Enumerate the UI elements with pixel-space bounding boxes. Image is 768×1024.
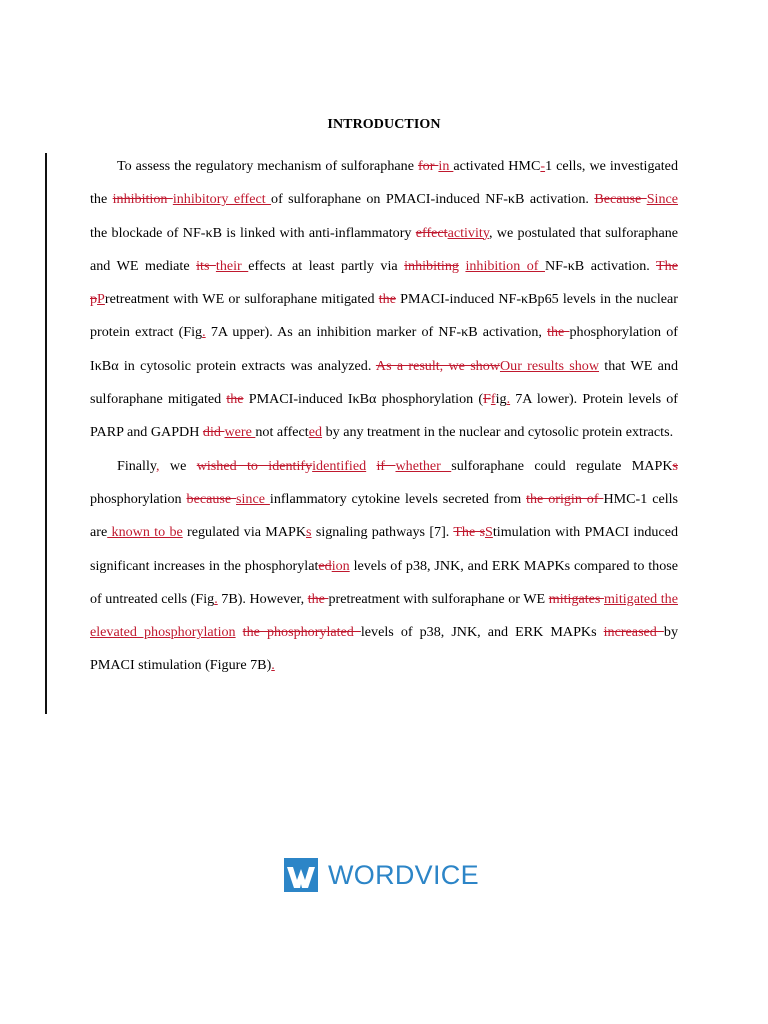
inserted-text: . <box>506 391 511 408</box>
wordvice-logo <box>284 858 479 892</box>
body-text: PMACI-induced NF-κBp65 levels in the nuclear protein extract (Fig <box>90 291 679 341</box>
deleted-text: The s <box>453 524 486 541</box>
inserted-text: in <box>438 158 454 174</box>
body-text: that WE and sulforaphane mitigated <box>90 357 678 408</box>
inserted-text: , <box>156 457 160 474</box>
body-text: signaling pathways [7]. <box>311 524 454 541</box>
body-text: 1 cells, we investigated the <box>90 158 678 208</box>
inserted-text: mitigated the elevated phosphorylation <box>90 590 678 641</box>
body-text: Finally <box>117 457 157 474</box>
inserted-text: identified <box>312 457 367 474</box>
deleted-text: the <box>307 590 329 607</box>
deleted-text: inhibition <box>112 191 173 208</box>
body-text: by any treatment in the nuclear and cytosolic protein extracts. <box>322 424 674 441</box>
inserted-text: . <box>202 324 206 341</box>
section-heading: INTRODUCTION <box>327 117 441 132</box>
deleted-text: the <box>547 324 570 341</box>
body-text: inflammatory cytokine levels secreted from <box>269 490 527 507</box>
inserted-text: ed <box>308 424 323 441</box>
deleted-text: ed <box>318 557 332 574</box>
body-text: 7A lower). Protein levels of PARP and GAPDH <box>90 391 678 441</box>
body-text: pretreatment with sulforaphane or WE <box>328 590 549 607</box>
inserted-text: inhibitory effect <box>172 191 272 208</box>
body-text: of sulforaphane on PMACI-induced NF-κB activation. <box>271 191 595 208</box>
inserted-text: P <box>97 291 105 308</box>
body-text: regulated via MAPK <box>182 524 307 541</box>
deleted-text: Because <box>594 191 647 208</box>
inserted-text: were <box>224 424 256 441</box>
body-text: not affect <box>255 424 309 441</box>
deleted-text: its <box>196 257 216 274</box>
body-text: phosphorylation <box>90 490 187 507</box>
inserted-text: f <box>490 391 496 408</box>
deleted-text: because <box>186 490 237 507</box>
wordvice-w-logo-icon <box>284 858 318 892</box>
inserted-text: whether <box>395 457 452 474</box>
inserted-text: known to be <box>107 524 183 541</box>
deleted-text: the <box>226 391 244 408</box>
paragraph <box>90 450 678 683</box>
body-text: To assess the regulatory mechanism of sulforaphane <box>117 158 418 174</box>
deleted-text: mitigates <box>548 590 604 607</box>
inserted-text: since <box>236 490 270 507</box>
paragraph <box>90 150 678 450</box>
body-text: levels of p38, JNK, and ERK MAPKs compared to those of untreated cells (Fig <box>90 557 678 607</box>
deleted-text: for <box>417 158 439 174</box>
body-text: by PMACI stimulation (Figure 7B) <box>90 624 678 674</box>
body-text: retreatment with WE or sulforaphane mitigated <box>104 291 379 308</box>
body-text: levels of p38, JNK, and ERK MAPKs <box>360 624 604 641</box>
body-text: we <box>159 457 197 474</box>
deleted-text: The p <box>90 257 678 308</box>
body-text: PMACI-induced IκBα phosphorylation ( <box>243 391 484 408</box>
deleted-text: As a result, we show <box>375 357 500 374</box>
body-text: NF-κB activation. <box>545 257 657 274</box>
inserted-text: Our results show <box>499 357 600 374</box>
logo-text: WORDVICE <box>328 860 479 890</box>
inserted-text: S <box>485 524 493 541</box>
document-body <box>90 150 678 683</box>
inserted-text: their <box>215 257 249 274</box>
inserted-text: . <box>214 590 218 607</box>
body-text: sulforaphane could regulate MAPK <box>451 457 673 474</box>
inserted-text: ion <box>331 557 350 574</box>
deleted-text: if <box>376 457 396 474</box>
body-text <box>366 458 376 474</box>
deleted-text: effect <box>415 224 448 241</box>
deleted-text: wished to identify <box>196 457 313 474</box>
deleted-text: the phosphorylated <box>242 624 361 641</box>
change-bar <box>45 153 47 714</box>
deleted-text: increased <box>603 624 664 641</box>
body-text: HMC-1 cells are <box>90 490 679 541</box>
body-text: effects at least partly via <box>248 257 405 274</box>
deleted-text: s <box>672 457 678 474</box>
body-text: the blockade of NF-κB is linked with anti-inflammatory <box>90 224 416 241</box>
body-text: timulation with PMACI induced significant increases in the phosphorylat <box>90 524 679 574</box>
inserted-text: . <box>271 657 275 674</box>
inserted-text: - <box>540 158 546 174</box>
inserted-text: inhibition of <box>465 257 545 274</box>
body-text <box>236 624 243 640</box>
deleted-text: F <box>483 391 491 408</box>
deleted-text: inhibiting <box>404 257 459 274</box>
body-text: 7A upper). As an inhibition marker of NF-κB activation, <box>205 324 548 341</box>
deleted-text: the origin of <box>526 490 604 507</box>
body-text: ig <box>495 391 507 408</box>
deleted-text: the <box>378 291 396 308</box>
body-text: 7B). However, <box>217 590 308 607</box>
deleted-text: did <box>202 424 225 441</box>
body-text: phosphorylation of IκBα in cytosolic protein extracts was analyzed. <box>90 324 678 374</box>
body-text: , we postulated that sulforaphane and WE mediate <box>90 224 679 274</box>
body-text: activated HMC <box>453 158 541 174</box>
inserted-text: s <box>306 524 312 541</box>
inserted-text: activity <box>447 224 489 241</box>
inserted-text: Since <box>646 191 678 208</box>
